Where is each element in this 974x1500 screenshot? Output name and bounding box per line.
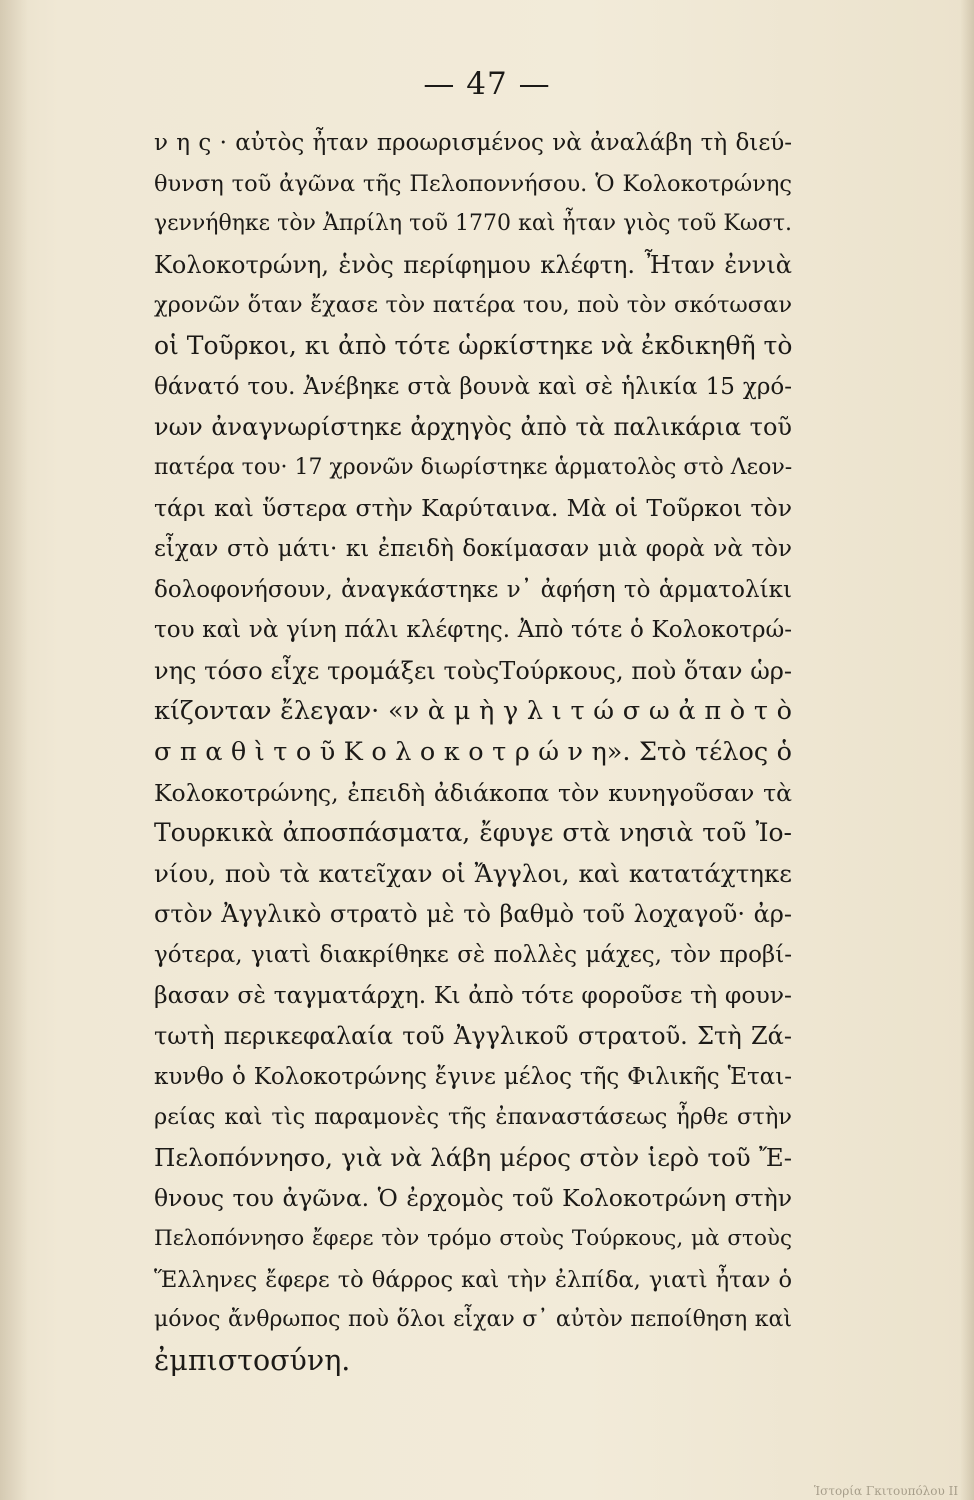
text-line: οἱ Τοῦρκοι, κι ἀπὸ τότε ὡρκίστηκε νὰ ἐκδικηθῆ τὸ [154, 330, 793, 360]
text-line: κίζονταν ἔλεγαν· «ν ὰ μ ὴ γ λ ι τ ώ σ ω ἀ π ὸ τ ὸ [154, 696, 792, 727]
text-line: μόνος ἄνθρωπος ποὺ ὅλοι εἶχαν σ᾽ αὐτὸν πεποίθηση καὶ [154, 1307, 792, 1333]
text-line: δολοφονήσουν, ἀναγκάστηκε ν᾽ ἀφήση τὸ ἁρματολίκι [154, 576, 792, 603]
text-line: νων ἀναγνωρίστηκε ἀρχηγὸς ἀπὸ τὰ παλικάρια τοῦ [154, 413, 792, 442]
text-line: ρείας καὶ τὶς παραμονὲς τῆς ἐπαναστάσεως ἦρθε στὴν [154, 1104, 792, 1131]
spine-shadow [0, 0, 28, 1500]
text-line: θνους του ἀγῶνα. Ὁ ἐρχομὸς τοῦ Κολοκοτρώνη στὴν [154, 1184, 792, 1213]
text-line: βασαν σὲ ταγματάρχη. Κι ἀπὸ τότε φοροῦσε τὴ φουν- [154, 981, 792, 1010]
text-line: Ἕλληνες ἔφερε τὸ θάρρος καὶ τὴν ἐλπίδα, γιατὶ ἦταν ὁ [154, 1266, 792, 1293]
text-line: Κολοκοτρώνης, ἐπειδὴ ἀδιάκοπα τὸν κυνηγοῦσαν τὰ [154, 778, 792, 807]
text-line: νης τόσο εἶχε τρομάξει τοὺςΤούρκους, ποὺ ὅταν ὡρ- [154, 656, 792, 685]
page-edge [960, 0, 974, 1500]
text-line: γεννήθηκε τὸν Ἀπρίλη τοῦ 1770 καὶ ἦταν γιὸς τοῦ Κωστ. [154, 211, 792, 237]
page-number: — 47 — [423, 66, 551, 102]
text-line: του καὶ νὰ γίνη πάλι κλέφτης. Ἀπὸ τότε ὁ Κολοκοτρώ- [154, 617, 792, 644]
text-line: στὸν Ἀγγλικὸ στρατὸ μὲ τὸ βαθμὸ τοῦ λοχαγοῦ· ἀρ- [154, 900, 792, 929]
text-line: τωτὴ περικεφαλαία τοῦ Ἀγγλικοῦ στρατοῦ. Στὴ Ζά- [154, 1022, 792, 1051]
text-line: ν η ς · αὐτὸς ἦταν προωρισμένος νὰ ἀναλάβη τὴ διεύ- [154, 130, 792, 156]
text-line: Τουρκικὰ ἀποσπάσματα, ἔφυγε στὰ νησιὰ τοῦ Ἰο- [154, 818, 792, 848]
text-line: Πελοπόννησο ἔφερε τὸν τρόμο στοὺς Τούρκους, μὰ στοὺς [154, 1226, 792, 1252]
text-line: κυνθο ὁ Κολοκοτρώνης ἔγινε μέλος τῆς Φιλικῆς Ἑται- [154, 1063, 792, 1090]
text-line: σ π α θ ὶ τ ο ῦ Κ ο λ ο κ ο τ ρ ώ ν η». Στὸ τέλος ὁ [154, 736, 792, 767]
text-line: ἐμπιστοσύνη. [154, 1343, 351, 1377]
text-line: Πελοπόννησο, γιὰ νὰ λάβη μέρος στὸν ἱερὸ τοῦ Ἔ- [154, 1142, 792, 1172]
text-line: πατέρα του· 17 χρονῶν διωρίστηκε ἁρματολὸς στὸ Λεον- [154, 454, 793, 480]
text-line: εἶχαν στὸ μάτι· κι ἐπειδὴ δοκίμασαν μιὰ φορὰ νὰ τὸν [154, 535, 792, 562]
text-line: Κολοκοτρώνη, ἑνὸς περίφημου κλέφτη. Ἦταν ἐννιὰ [154, 250, 792, 279]
text-line: χρονῶν ὅταν ἔχασε τὸν πατέρα του, ποὺ τὸν σκότωσαν [154, 292, 792, 319]
text-line: θάνατό του. Ἀνέβηκε στὰ βουνὰ καὶ σὲ ἡλικία 15 χρό- [154, 373, 792, 400]
text-line: γότερα, γιατὶ διακρίθηκε σὲ πολλὲς μάχες, τὸν προβί- [154, 941, 792, 968]
text-line: θυνση τοῦ ἀγῶνα τῆς Πελοποννήσου. Ὁ Κολοκοτρώνης [154, 170, 792, 197]
text-line: νίου, ποὺ τὰ κατεῖχαν οἱ Ἄγγλοι, καὶ κατατάχτηκε [154, 858, 792, 888]
body-text [154, 123, 792, 1381]
footer-imprint: Ἱστορία Γκιτουπόλου ΙΙ [814, 1484, 959, 1498]
text-line: τάρι καὶ ὕστερα στὴν Καρύταινα. Μὰ οἱ Τοῦρκοι τὸν [154, 494, 792, 523]
